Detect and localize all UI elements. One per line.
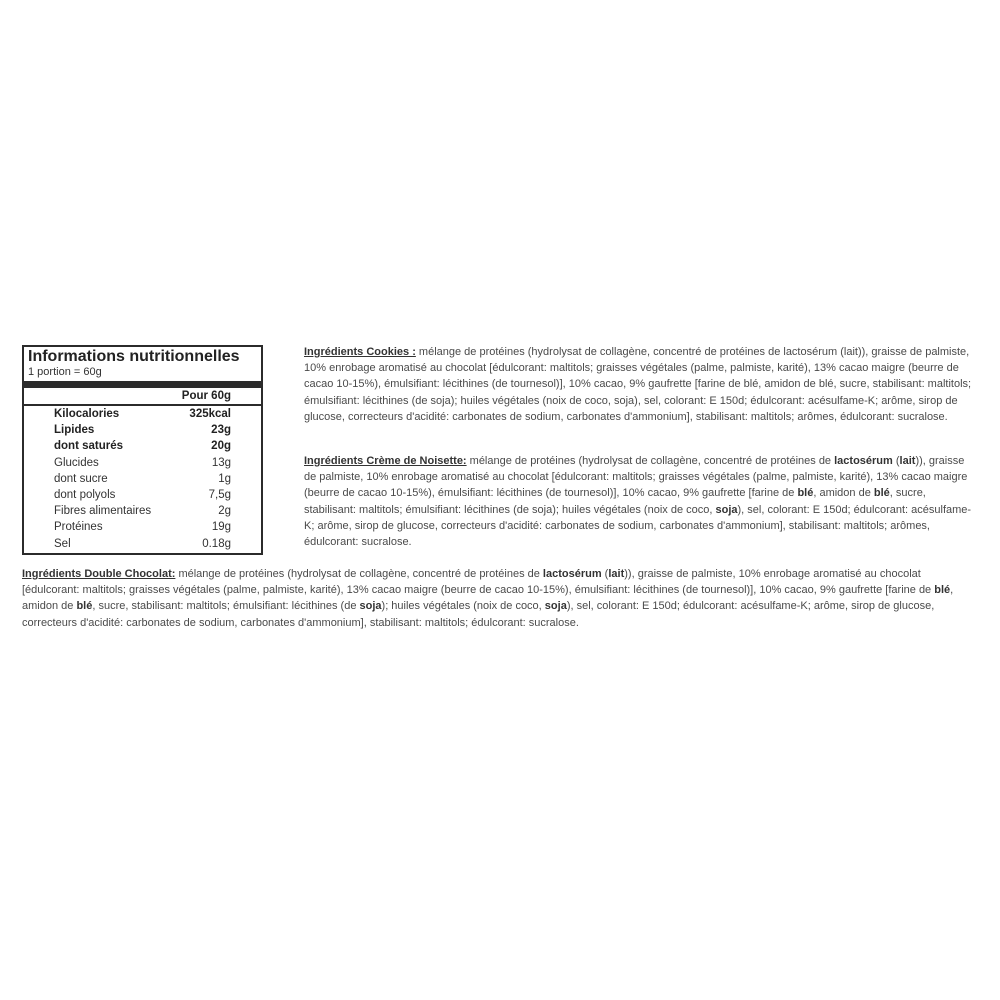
nutrient-label: Glucides — [54, 456, 99, 469]
nutrient-value: 0.18g — [202, 537, 231, 550]
ingredients-creme-noisette — [304, 453, 976, 550]
ingredient-text: , sucre, stabilisant: maltitols; émulsifiant: lécithines (de — [92, 600, 360, 613]
allergen-text: lait — [899, 455, 916, 467]
ingredient-text: )), graisse de palmiste, 10% enrobage aromatisé au chocolat [édulcorant: maltitols; graisses végétales (palme, palmiste, karité), 13% cacao maigre (beurre de cacao 10-15%), émulsifiant: lécithines (de tournesol)], 10% cacao, 9% gaufrette [farine de — [22, 568, 935, 597]
nutrient-label: dont sucre — [54, 472, 108, 485]
nutrient-label: Fibres alimentaires — [54, 505, 152, 518]
allergen-text: soja — [359, 600, 382, 613]
allergen-text: lactosérum — [834, 455, 893, 467]
nutrient-value: 2g — [218, 505, 231, 518]
ingredients-cookies — [304, 344, 976, 425]
nutrient-value: 13g — [211, 456, 231, 469]
nutrition-row — [24, 422, 261, 438]
ingredients-double-chocolat — [22, 566, 976, 631]
nutrient-label: Protéines — [54, 521, 103, 534]
ingredients-creme-title: Ingrédients Crème de Noisette: — [304, 455, 467, 467]
ingredient-text: ), sel, colorant: E 150d; édulcorant: acésulfame-K; arôme, sirop de glucose, correcteurs d'acidité: carbonates de sodium, carbonates d'ammonium], stabilisant: maltitols; arômes, édulcorant: sucralose. — [304, 503, 972, 549]
nutrition-row — [24, 471, 261, 487]
allergen-text: soja — [544, 600, 567, 613]
ingredient-text: , sucre, stabilisant: maltitols; émulsifiant: lécithines (de soja); huiles végétales (noix de coco, — [304, 487, 926, 516]
ingredient-text: mélange de protéines (hydrolysat de collagène, concentré de protéines de — [175, 568, 543, 580]
nutrient-value: 7,5g — [208, 489, 231, 502]
nutrition-rows — [24, 406, 261, 553]
nutrient-label: Lipides — [54, 424, 95, 437]
nutrient-value: 1g — [218, 472, 231, 485]
ingredients-creme-text — [304, 455, 971, 548]
nutrient-label: Sel — [54, 537, 71, 550]
nutrition-table — [22, 345, 263, 555]
portion-size: 1 portion = 60g — [28, 366, 102, 378]
nutrient-label: Kilocalories — [54, 408, 120, 420]
allergen-text: blé — [797, 487, 814, 500]
allergen-text: blé — [76, 600, 93, 613]
nutrient-value: 19g — [211, 521, 231, 534]
allergen-text: lait — [608, 568, 625, 580]
nutrition-row — [24, 455, 261, 471]
nutrition-row — [24, 519, 261, 535]
ingredient-text: )), graisse de palmiste, 10% enrobage aromatisé au chocolat [édulcorant: maltitols; graisses végétales (palme, palmiste, karité), 13% cacao maigre (beurre de cacao 10-15%), émulsifiant: lécithines (de tournesol)], 10% cacao, 9% gaufrette [farine de — [304, 455, 968, 500]
ingredient-text: ( — [601, 568, 609, 580]
allergen-text: blé — [934, 584, 951, 597]
allergen-text: blé — [873, 487, 890, 500]
nutrient-value: 20g — [211, 440, 231, 453]
column-header: Pour 60g — [181, 390, 231, 402]
nutrition-row — [24, 487, 261, 503]
ingredient-text: , amidon de — [22, 584, 954, 613]
nutrient-label: dont polyols — [54, 489, 116, 502]
nutrient-value: 23g — [211, 424, 231, 437]
nutrient-label: dont saturés — [54, 440, 124, 453]
allergen-text: soja — [715, 503, 738, 516]
column-header-row — [24, 381, 261, 406]
nutrient-value: 325kcal — [189, 408, 231, 420]
nutrition-row — [24, 438, 261, 454]
ingredient-text: ( — [892, 455, 900, 467]
allergen-text: lactosérum — [542, 568, 602, 580]
ingredients-cookies-title: Ingrédients Cookies : — [304, 346, 416, 358]
ingredient-text: ), sel, colorant: E 150d; édulcorant: acésulfame-K; arôme, sirop de glucose, correcteurs d'acidité: carbonates de sodium, carbonates d'ammonium], stabilisant: maltitols; édulcorant: sucralose. — [22, 600, 935, 629]
ingredient-text: mélange de protéines (hydrolysat de collagène, concentré de protéines de lactosérum (lait)), graisse de palmiste, 10% enrobage aromatisé au chocolat [édulcorant: maltitols; graisses végétales (palme, palmiste, karité), 13% cacao maigre (beurre de cacao 10-15%), émulsifiant: lécithines (de tournesol)], 10% cacao, 9% gaufrette [farine de blé, amidon de blé, sucre, stabilisant: maltitols; émulsifiant: lécithines (de soja); huiles végétales (noix de coco, soja), sel, colorant: E 150d; édulcorant: acésulfame-K; arôme, sirop de glucose, correcteurs d'acidité: carbonates de sodium, carbonates d'ammonium], stabilisant: maltitols; arômes, édulcorant: sucralose. — [304, 346, 972, 423]
ingredient-text: mélange de protéines (hydrolysat de collagène, concentré de protéines de — [466, 455, 835, 467]
nutrition-row — [24, 536, 261, 553]
nutrition-row — [24, 406, 261, 422]
ingredients-double-title: Ingrédients Double Chocolat: — [22, 568, 176, 580]
ingredient-text: , amidon de — [813, 487, 874, 500]
nutrition-title: Informations nutritionnelles — [28, 348, 240, 365]
ingredient-text: ); huiles végétales (noix de coco, — [381, 600, 545, 613]
nutrition-row — [24, 503, 261, 519]
